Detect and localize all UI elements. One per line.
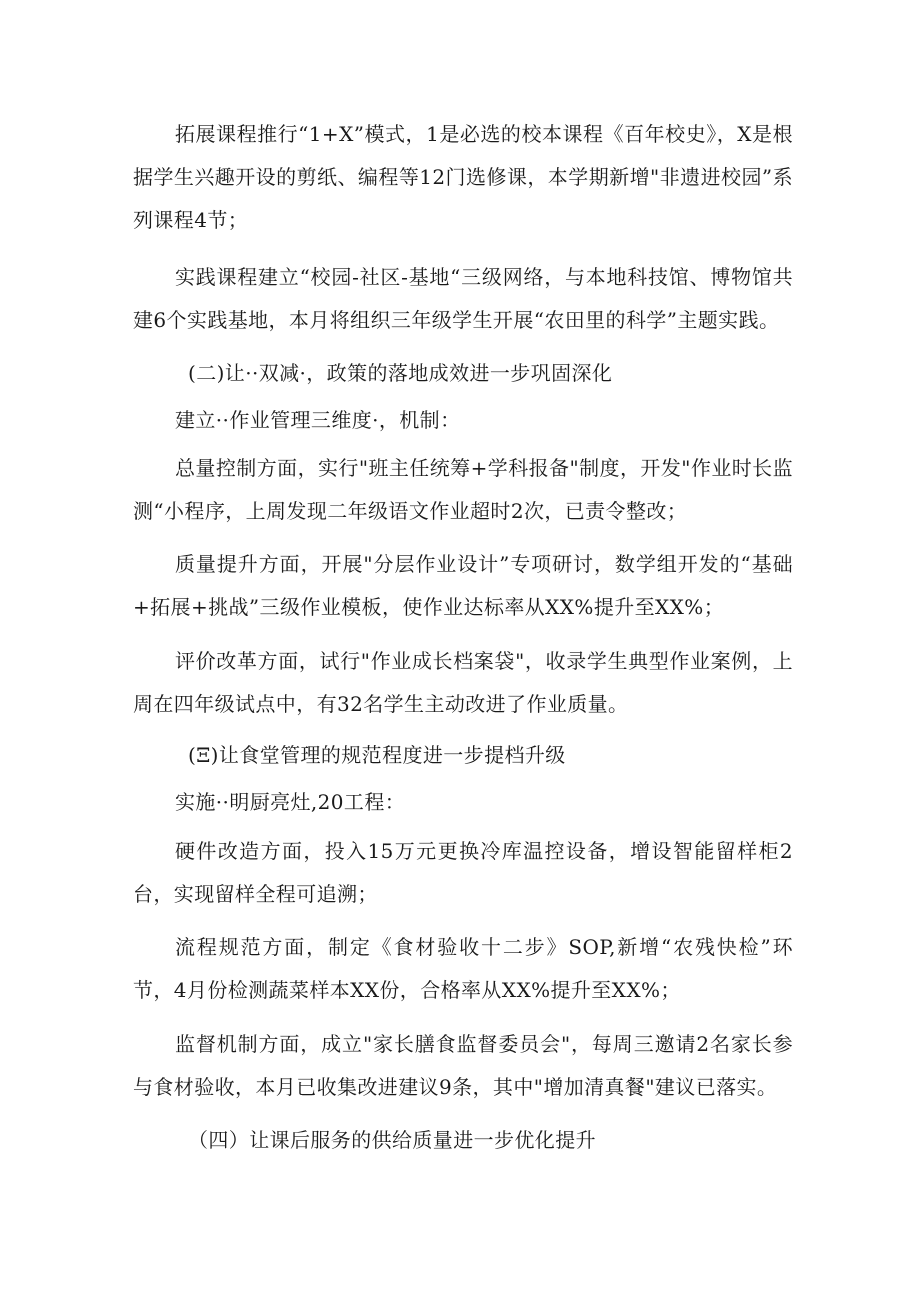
paragraph-evaluation-reform: 评价改革方面，试行"作业成长档案袋"，收录学生典型作业案例，上周在四年级试点中，有32名学生主动改进了作业质量。 [133,649,793,716]
section-heading-double-reduction: (二)让··双减·，政策的落地成效进一步巩固深化 [188,361,613,385]
paragraph-homework-mechanism: 建立··作业管理三维度·，机制： [175,408,461,432]
paragraph-supervision: 监督机制方面，成立"家长膳食监督委员会"，每周三邀请2名家长参与食材验收，本月已收集改进建议9条，其中"增加清真餐"建议已落实。 [133,1032,793,1099]
paragraph-kitchen-project: 实施··明厨亮灶,20工程： [175,790,406,814]
paragraph-process-standard: 流程规范方面，制定《食材验收十二步》SOP,新增“农残快检”环节，4月份检测蔬菜样本XX份，合格率从XX%提升至XX%； [133,935,793,1002]
section-heading-after-school: （四）让课后服务的供给质量进一步优化提升 [188,1128,596,1152]
paragraph-hardware-upgrade: 硬件改造方面，投入15万元更换冷库温控设备，增设智能留样柜2台，实现留样全程可追溯； [133,839,793,906]
paragraph-total-control: 总量控制方面，实行"班主任统筹+学科报备"制度，开发"作业时长监测“小程序，上周发现二年级语文作业超时2次，已责令整改； [133,456,793,523]
paragraph-practice-courses: 实践课程建立“校园-社区-基地“三级网络，与本地科技馆、博物馆共建6个实践基地，本月将组织三年级学生开展“农田里的科学”主题实践。 [133,265,793,332]
paragraph-quality-improvement: 质量提升方面，开展"分层作业设计”专项研讨，数学组开发的“基础+拓展+挑战”三级作业模板，使作业达标率从XX%提升至XX%； [133,552,793,619]
paragraph-extended-courses: 拓展课程推行“1+X”模式，1是必选的校本课程《百年校史》，X是根据学生兴趣开设的剪纸、编程等12门选修课，本学期新增"非遗进校园”系列课程4节； [133,122,793,232]
section-heading-canteen: (Ξ)让食堂管理的规范程度进一步提档升级 [188,743,566,767]
